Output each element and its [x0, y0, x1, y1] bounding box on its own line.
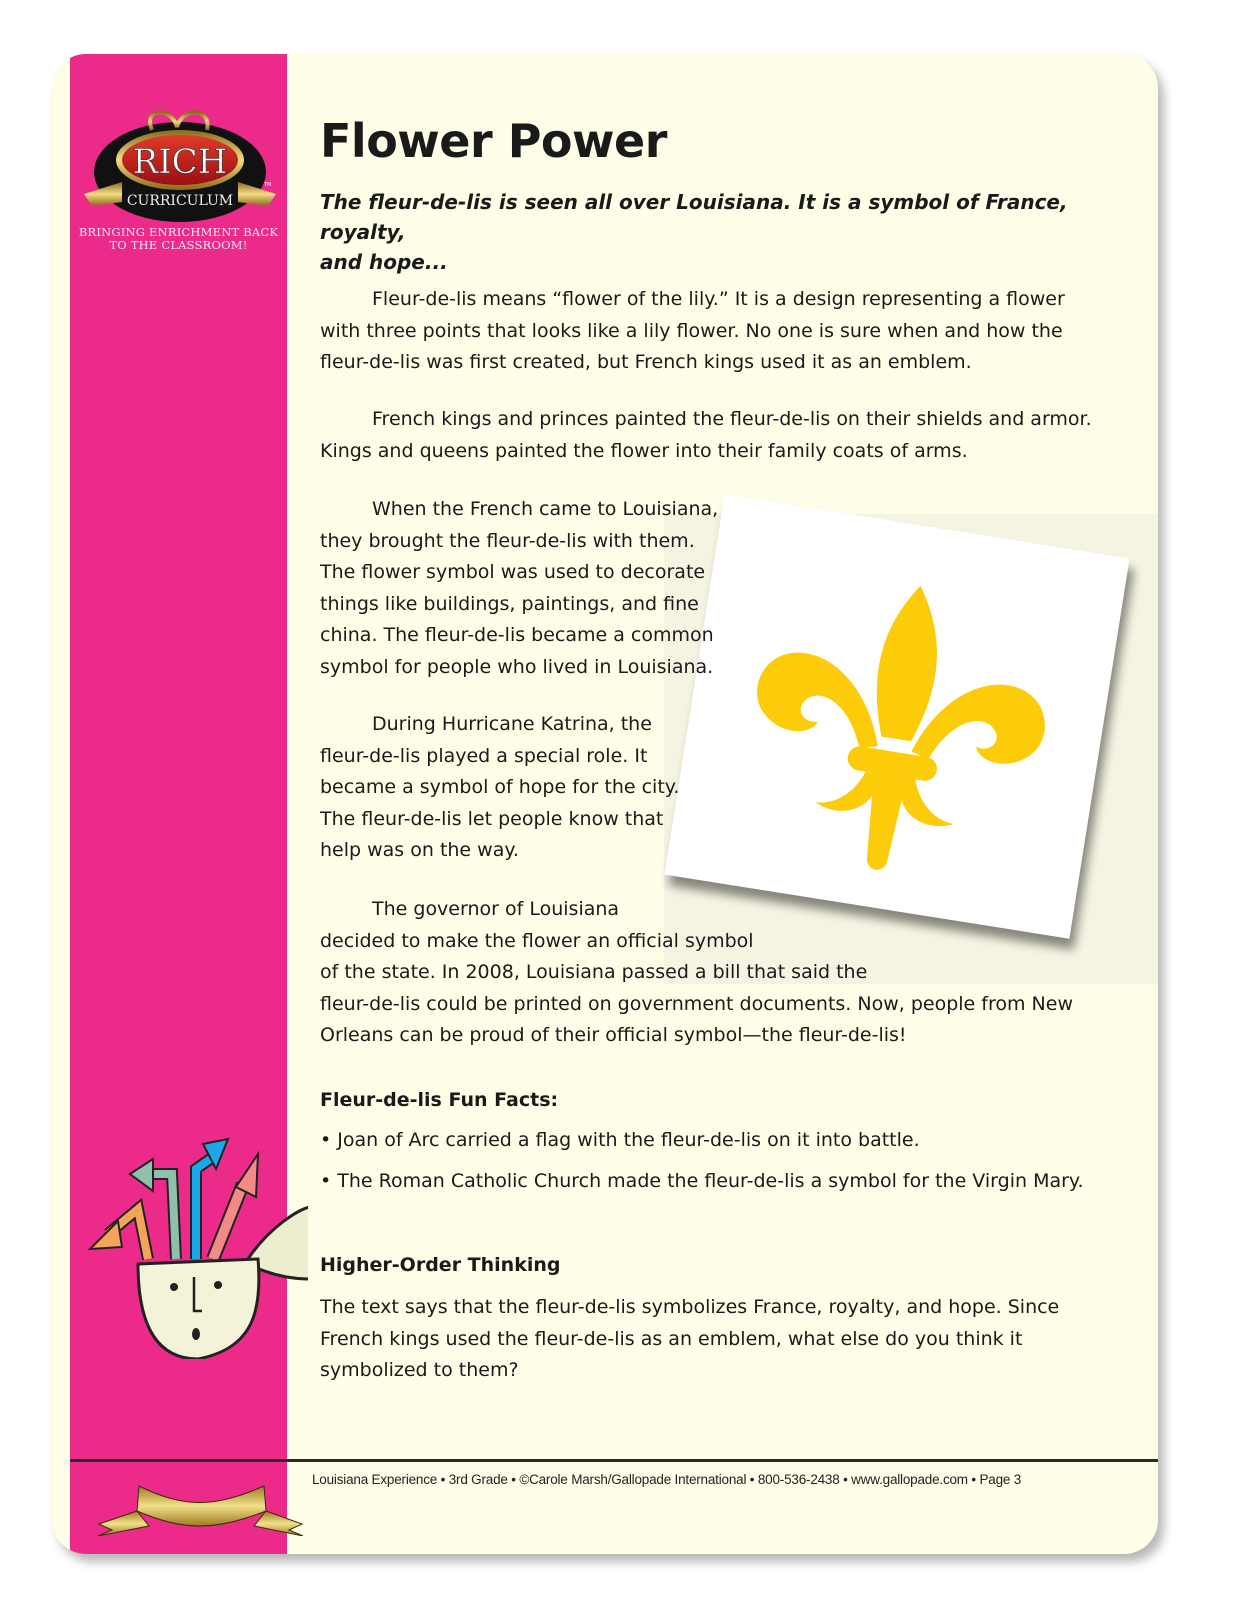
fun-facts-heading: Fleur-de-lis Fun Facts: — [320, 1089, 559, 1111]
text-line: Kings and queens painted the flower into their family coats of arms. — [320, 439, 968, 462]
tagline — [70, 226, 287, 252]
svg-text:TM: TM — [264, 182, 272, 188]
footer-divider — [70, 1459, 1158, 1462]
sidebar — [70, 54, 287, 1554]
subtitle — [320, 187, 1090, 277]
higher-order-question — [320, 1292, 1059, 1387]
subtitle-line: and hope... — [320, 250, 448, 274]
fun-fact-item: • The Roman Catholic Church made the fleur-de-lis a symbol for the Virgin Mary. — [320, 1170, 1084, 1192]
text-line: symbol for people who lived in Louisiana. — [320, 655, 714, 678]
text-line: The flower symbol was used to decorate — [320, 561, 706, 583]
higher-order-heading: Higher-Order Thinking — [320, 1254, 561, 1276]
text-line: Fleur-de-lis means “flower of the lily.” It is a design representing a flower — [372, 288, 1065, 310]
text-line: The governor of Louisiana — [372, 898, 620, 920]
text-line: French kings used the fleur-de-lis as an emblem, what else do you think it — [320, 1327, 1023, 1350]
text-line: When the French came to Louisiana, — [372, 498, 719, 520]
paragraph-2 — [320, 404, 1092, 467]
text-line: things like buildings, paintings, and fine — [320, 592, 699, 615]
text-line: with three points that looks like a lily flower. No one is sure when and how the — [320, 319, 1063, 342]
fleur-de-lis-icon — [732, 574, 1062, 894]
svg-text:CURRICULUM: CURRICULUM — [126, 193, 234, 209]
text-line: During Hurricane Katrina, the — [372, 713, 652, 735]
text-line: help was on the way. — [320, 839, 519, 861]
text-line: fleur-de-lis could be printed on government documents. Now, people from New — [320, 992, 1073, 1015]
rich-curriculum-logo — [82, 102, 278, 232]
text-line: Orleans can be proud of their official symbol—the fleur-de-lis! — [320, 1024, 907, 1046]
paragraph-3 — [320, 494, 718, 683]
text-line: The fleur-de-lis let people know that — [320, 807, 664, 830]
open-mind-kid-illustration — [78, 1099, 308, 1359]
text-line: of the state. In 2008, Louisiana passed a bill that said the — [320, 961, 868, 983]
gold-ribbon-decoration — [94, 1476, 304, 1536]
text-line: became a symbol of hope for the city. — [320, 776, 680, 798]
text-line: fleur-de-lis played a special role. It — [320, 744, 648, 767]
text-line: French kings and princes painted the fleur-de-lis on their shields and armor. — [372, 408, 1092, 430]
tagline-line-2: TO THE CLASSROOM! — [109, 238, 248, 252]
paragraph-4 — [320, 709, 679, 867]
text-line: fleur-de-lis was first created, but French kings used it as an emblem. — [320, 351, 972, 373]
text-line: symbolized to them? — [320, 1359, 519, 1381]
subtitle-line: The fleur-de-lis is seen all over Louisiana. It is a symbol of France, royalty, — [320, 190, 1068, 244]
text-line: they brought the fleur-de-lis with them. — [320, 529, 695, 552]
text-line: decided to make the flower an official symbol — [320, 929, 754, 952]
paragraph-5 — [320, 894, 1073, 1052]
page-title: Flower Power — [320, 114, 667, 168]
text-line: china. The fleur-de-lis became a common — [320, 624, 714, 646]
tagline-line-1: BRINGING ENRICHMENT BACK — [78, 225, 279, 239]
worksheet-page — [52, 54, 1158, 1554]
svg-text:RICH: RICH — [132, 142, 228, 182]
paragraph-1 — [320, 284, 1065, 379]
text-line: The text says that the fleur-de-lis symbolizes France, royalty, and hope. Since — [320, 1296, 1060, 1318]
fun-fact-item: • Joan of Arc carried a flag with the fleur-de-lis on it into battle. — [320, 1129, 920, 1151]
page-footer: Louisiana Experience • 3rd Grade • ©Carole Marsh/Gallopade International • 800-536-2438 • www.gallopade.com • Page 3 — [312, 1472, 1022, 1487]
